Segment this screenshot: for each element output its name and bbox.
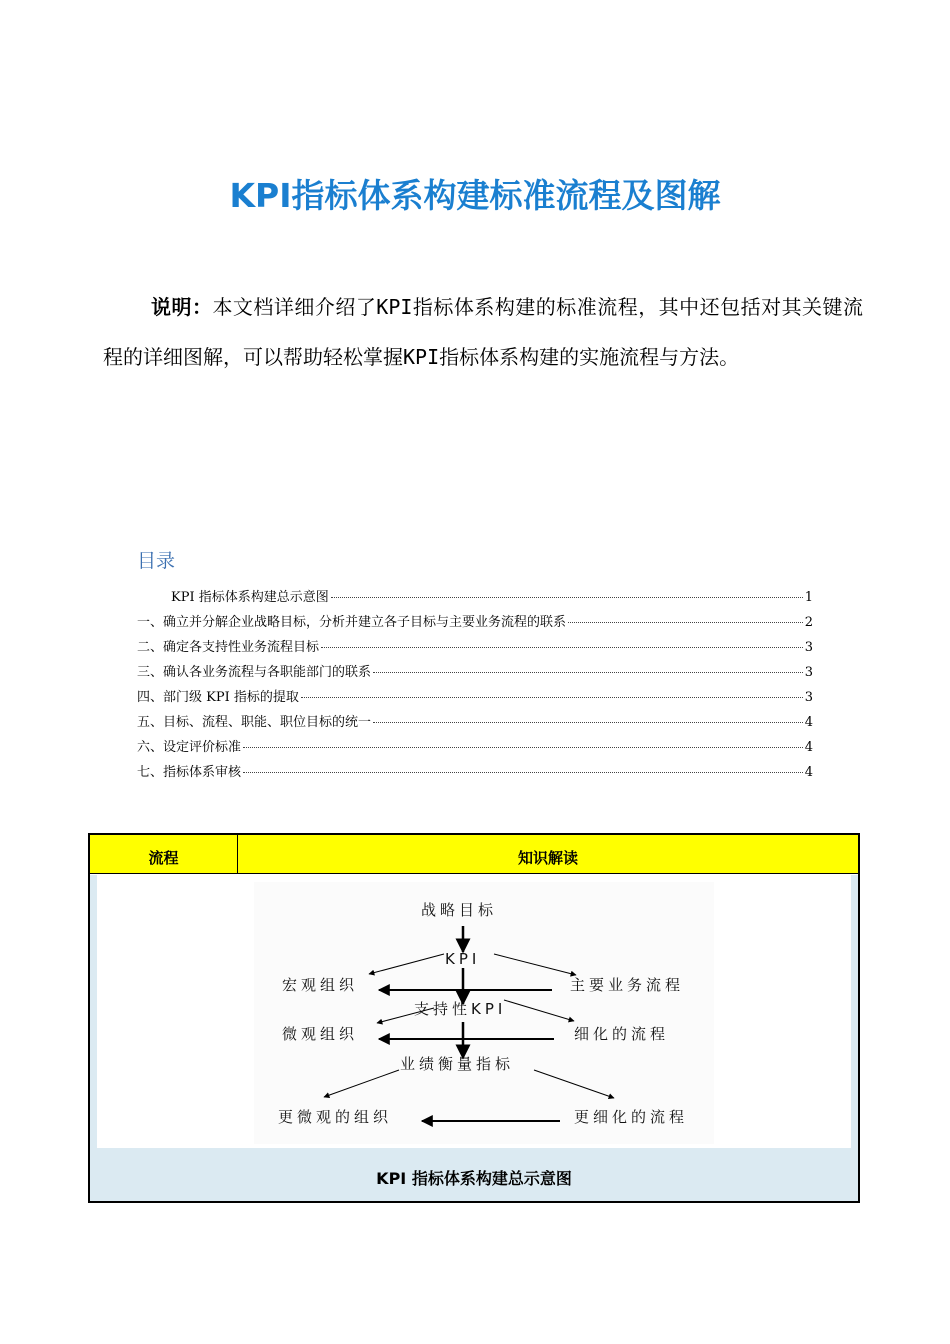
- toc-entry-title[interactable]: 四、部门级 KPI 指标的提取: [137, 690, 299, 705]
- node-strategy-target: 战略目标: [421, 901, 498, 919]
- toc-entry[interactable]: [137, 736, 813, 761]
- toc-leader-dots: [301, 696, 803, 698]
- header-knowledge: 知识解读: [517, 848, 578, 867]
- table-body: [90, 875, 858, 1201]
- toc-leader-dots: [568, 621, 803, 623]
- toc-entry-title[interactable]: 一、确立并分解企业战略目标，分析并建立各子目标与主要业务流程的联系: [137, 615, 567, 630]
- arrow-kpi-to-macro-org: [369, 954, 444, 974]
- knowledge-table: [88, 833, 860, 1203]
- toc-entry[interactable]: [137, 686, 813, 711]
- diagram-cell: [97, 875, 851, 1148]
- toc-entry[interactable]: [137, 611, 813, 636]
- node-main-process: 主要业务流程: [570, 976, 685, 994]
- toc-leader-dots: [373, 721, 803, 723]
- arrow-performance-to-more-micro: [324, 1070, 399, 1097]
- node-macro-org: 宏观组织: [282, 976, 359, 994]
- intro-label: 说明：: [151, 295, 213, 319]
- toc-entry-title[interactable]: KPI 指标体系构建总示意图: [171, 590, 329, 605]
- toc-entry-page: 2: [804, 615, 813, 630]
- toc-entry-page: 1: [804, 590, 813, 605]
- diagram-caption: KPI 指标体系构建总示意图: [376, 1169, 572, 1188]
- toc-entry-page: 4: [804, 715, 813, 730]
- toc-entry[interactable]: [137, 711, 813, 736]
- document-title: KPI指标体系构建标准流程及图解: [229, 176, 721, 215]
- node-more-detail-process: 更细化的流程: [574, 1108, 689, 1126]
- toc-leader-dots: [373, 671, 803, 673]
- toc-entry-title[interactable]: 二、确定各支持性业务流程目标: [137, 640, 320, 655]
- toc-entry[interactable]: [137, 761, 813, 786]
- toc-leader-dots: [243, 771, 803, 773]
- node-more-micro-org: 更微观的组织: [278, 1108, 393, 1126]
- table-of-contents: [137, 586, 813, 786]
- node-support-kpi: 支持性KPI: [414, 1000, 507, 1018]
- toc-heading: 目录: [137, 550, 176, 572]
- node-kpi: KPI: [445, 950, 481, 968]
- toc-entry-page: 3: [804, 690, 813, 705]
- toc-entry-title[interactable]: 五、目标、流程、职能、职位目标的统一: [137, 715, 372, 730]
- toc-entry[interactable]: [137, 636, 813, 661]
- kpi-flow-diagram: [254, 882, 714, 1144]
- toc-entry-page: 3: [804, 665, 813, 680]
- arrow-kpi-to-main-process: [494, 954, 576, 975]
- toc-entry[interactable]: [137, 661, 813, 686]
- toc-entry-title[interactable]: 六、设定评价标准: [137, 740, 242, 755]
- arrow-performance-to-more-detail: [534, 1070, 614, 1098]
- toc-entry-title[interactable]: 三、确认各业务流程与各职能部门的联系: [137, 665, 372, 680]
- toc-leader-dots: [243, 746, 803, 748]
- node-detail-process: 细化的流程: [574, 1025, 670, 1043]
- intro-paragraph: [103, 282, 863, 382]
- toc-entry[interactable]: [137, 586, 813, 611]
- node-micro-org: 微观组织: [282, 1025, 359, 1043]
- toc-entry-page: 3: [804, 640, 813, 655]
- header-process: 流程: [90, 835, 238, 873]
- intro-text: 本文档详细介绍了KPI指标体系构建的标准流程，其中还包括对其关键流程的详细图解，可以帮助轻松掌握KPI指标体系构建的实施流程与方法。: [103, 295, 864, 369]
- toc-entry-page: 4: [804, 765, 813, 780]
- toc-entry-title[interactable]: 七、指标体系审核: [137, 765, 242, 780]
- node-performance-metrics: 业绩衡量指标: [400, 1055, 515, 1073]
- toc-entry-page: 4: [804, 740, 813, 755]
- arrow-main-to-detail-process: [504, 1000, 574, 1021]
- table-header-row: [90, 835, 858, 874]
- toc-leader-dots: [331, 596, 803, 598]
- toc-leader-dots: [321, 646, 803, 648]
